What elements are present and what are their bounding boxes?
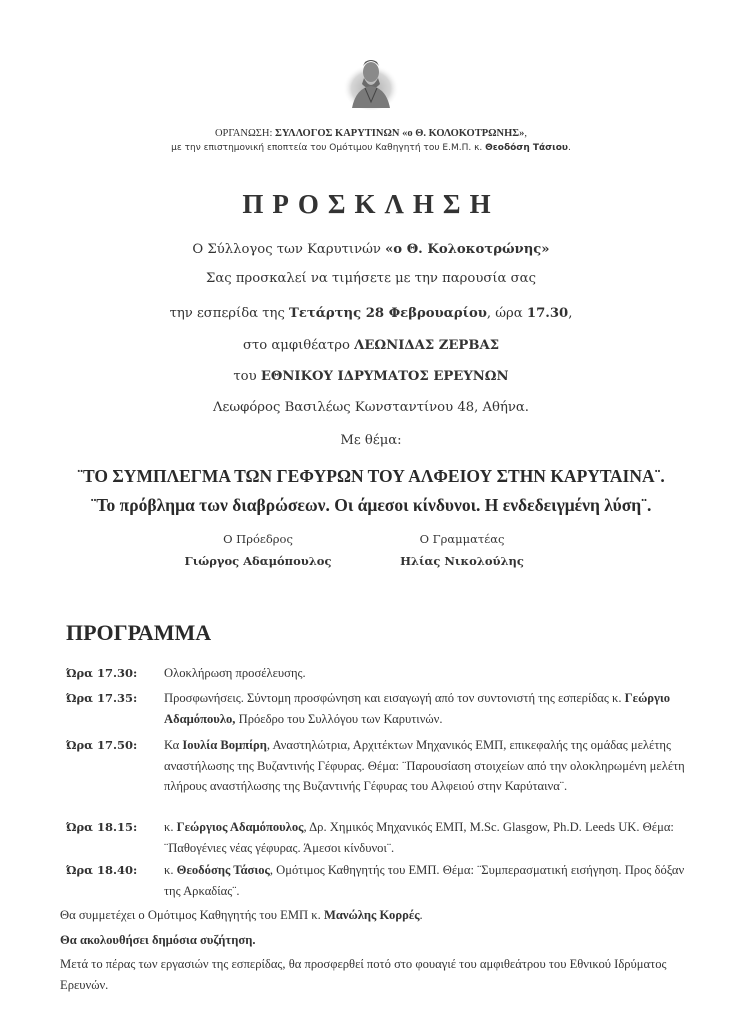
speaker-name: Γεώργιος Αδαμόπουλος — [176, 820, 304, 834]
program-text: κ. — [164, 863, 177, 877]
program-text: Κα — [164, 738, 183, 752]
discussion-note: Θα ακολουθήσει δημόσια συζήτηση. — [60, 933, 256, 947]
theme-subtitle: ¨Το πρόβλημα των διαβρώσεων. Οι άμεσοι κίνδυνοι. Η ενδεδειγμένη λύση¨. — [90, 495, 652, 515]
venue-address: Λεωφόρος Βασιλέως Κωνσταντίνου 48, Αθήνα. — [213, 400, 529, 415]
invitation-line-2: Σας προσκαλεί να τιμήσετε με την παρουσία σας — [206, 271, 536, 286]
invitation-text: στο αμφιθέατρο — [242, 338, 355, 353]
program-description — [164, 688, 686, 729]
signature-president — [158, 532, 358, 568]
program-item — [66, 663, 686, 684]
program-item — [66, 688, 686, 729]
program-text: Πρόεδρο του Συλλόγου των Καρυτινών. — [235, 711, 443, 726]
kolokotronis-portrait-image — [336, 52, 406, 112]
event-time: 17.30 — [526, 306, 569, 321]
event-date: Τετάρτης 28 Φεβρουαρίου — [289, 306, 487, 321]
program-description — [164, 735, 686, 797]
participant-name: Μανώλης Κορρές — [323, 908, 420, 922]
program-text: Ολοκλήρωση προσέλευσης. — [164, 666, 306, 680]
program-item — [66, 860, 686, 901]
program-time: Ώρα 18.40: — [66, 863, 138, 877]
program-time: Ώρα 17.30: — [66, 666, 138, 680]
invitation-line-5 — [0, 369, 742, 384]
invitation-text: του — [233, 369, 261, 384]
reception-note: Μετά το πέρας των εργασιών της εσπερίδας, θα προσφερθεί ποτό στο φουαγιέ του αμφιθεάτρου του Εθνικού Ιδρύματος Ερευνών. — [60, 957, 667, 992]
organizer-name: ΣΥΛΛΟΓΟΣ ΚΑΡΥΤΙΝΩΝ «ο Θ. ΚΟΛΟΚΟΤΡΩΝΗΣ» — [275, 128, 525, 139]
supervision-text: με την επιστημονική εποπτεία του Ομότιμου Καθηγητή του Ε.Μ.Π. κ. — [171, 143, 486, 153]
participant-text: Θα συμμετέχει ο Ομότιμος Καθηγητής του ΕΜΠ κ. — [60, 908, 324, 922]
signature-role: Ο Πρόεδρος — [223, 532, 293, 546]
theme-label: Με θέμα: — [340, 433, 402, 448]
program-text: , Δρ. Χημικός Μηχανικός ΕΜΠ, M.Sc. Glasgow, Ph.D. Leeds UK. Θέμα: ¨Παθογένιες νέας γέφυρας. Άμεσοι κίνδυνοι¨. — [164, 820, 674, 855]
invitation-text: , ώρα — [486, 306, 527, 321]
organizer-line — [0, 128, 742, 139]
supervisor-name: Θεοδόση Τάσιου — [485, 143, 568, 153]
invitation-text: , — [568, 306, 573, 321]
participant-text: . — [419, 908, 423, 922]
speaker-name: Ιουλία Βομπίρη — [182, 738, 267, 752]
participant-note — [60, 905, 690, 926]
speaker-name: Θεοδόσης Τάσιος — [176, 863, 270, 877]
signature-name: Ηλίας Νικολούλης — [400, 554, 524, 568]
program-text: κ. — [164, 820, 177, 834]
program-time: Ώρα 18.15: — [66, 820, 138, 834]
program-time: Ώρα 17.50: — [66, 738, 138, 752]
program-time: Ώρα 17.35: — [66, 691, 138, 705]
program-item — [66, 817, 686, 858]
program-text: , Αναστηλώτρια, Αρχιτέκτων Μηχανικός ΕΜΠ, επικεφαλής της ομάδας μελέτης αναστήλωσης της Βυζαντινής Γέφυρας. Θέμα: ¨Παρουσίαση στοιχείων από την ολοκληρωμένη μελέτη πλήρους αναστήλωσης της Βυζαντινής Γέφυρας του Αλφειού στην Καρύταινα¨. — [164, 738, 685, 793]
organizer-suffix: , — [524, 128, 528, 139]
venue-institution: ΕΘΝΙΚΟΥ ΙΔΡΥΜΑΤΟΣ ΕΡΕΥΝΩΝ — [260, 369, 509, 384]
supervision-line — [0, 143, 742, 153]
invitation-text: την εσπερίδα της — [169, 306, 290, 321]
supervision-suffix: . — [567, 143, 571, 153]
program-text: Προσφωνήσεις. Σύντομη προσφώνηση και εισαγωγή από τον συντονιστή της εσπερίδας κ. — [164, 691, 625, 705]
document-title: ΠΡΟΣΚΛΗΣΗ — [242, 189, 500, 219]
program-description — [164, 817, 686, 858]
program-description — [164, 663, 686, 684]
venue-hall: ΛΕΩΝΙΔΑΣ ΖΕΡΒΑΣ — [354, 338, 500, 353]
theme-title: ¨ΤΟ ΣΥΜΠΛΕΓΜΑ ΤΩΝ ΓΕΦΥΡΩΝ ΤΟΥ ΑΛΦΕΙΟΥ ΣΤΗΝ ΚΑΡΥΤΑΙΝΑ¨. — [77, 466, 665, 486]
signature-role: Ο Γραμματέας — [419, 532, 505, 546]
invitation-line-4 — [0, 338, 742, 353]
invitation-line-1 — [0, 242, 742, 257]
association-name: «ο Θ. Κολοκοτρώνης» — [385, 242, 550, 257]
speaker-name: Γεώργιο Αδαμόπουλο, — [164, 691, 671, 726]
program-heading: ΠΡΟΓΡΑΜΜΑ — [66, 620, 212, 645]
signature-name: Γιώργος Αδαμόπουλος — [184, 554, 332, 568]
program-item — [66, 735, 686, 797]
invitation-line-3 — [0, 306, 742, 321]
signature-secretary — [362, 532, 562, 568]
organizer-label: ΟΡΓΑΝΩΣΗ: — [214, 128, 276, 139]
program-text: , Ομότιμος Καθηγητής του ΕΜΠ. Θέμα: ¨Συμπερασματική εισήγηση. Προς δόξαν της Αρκαδίας¨. — [164, 863, 685, 898]
program-description — [164, 860, 686, 901]
invitation-text: Ο Σύλλογος των Καρυτινών — [192, 242, 386, 257]
